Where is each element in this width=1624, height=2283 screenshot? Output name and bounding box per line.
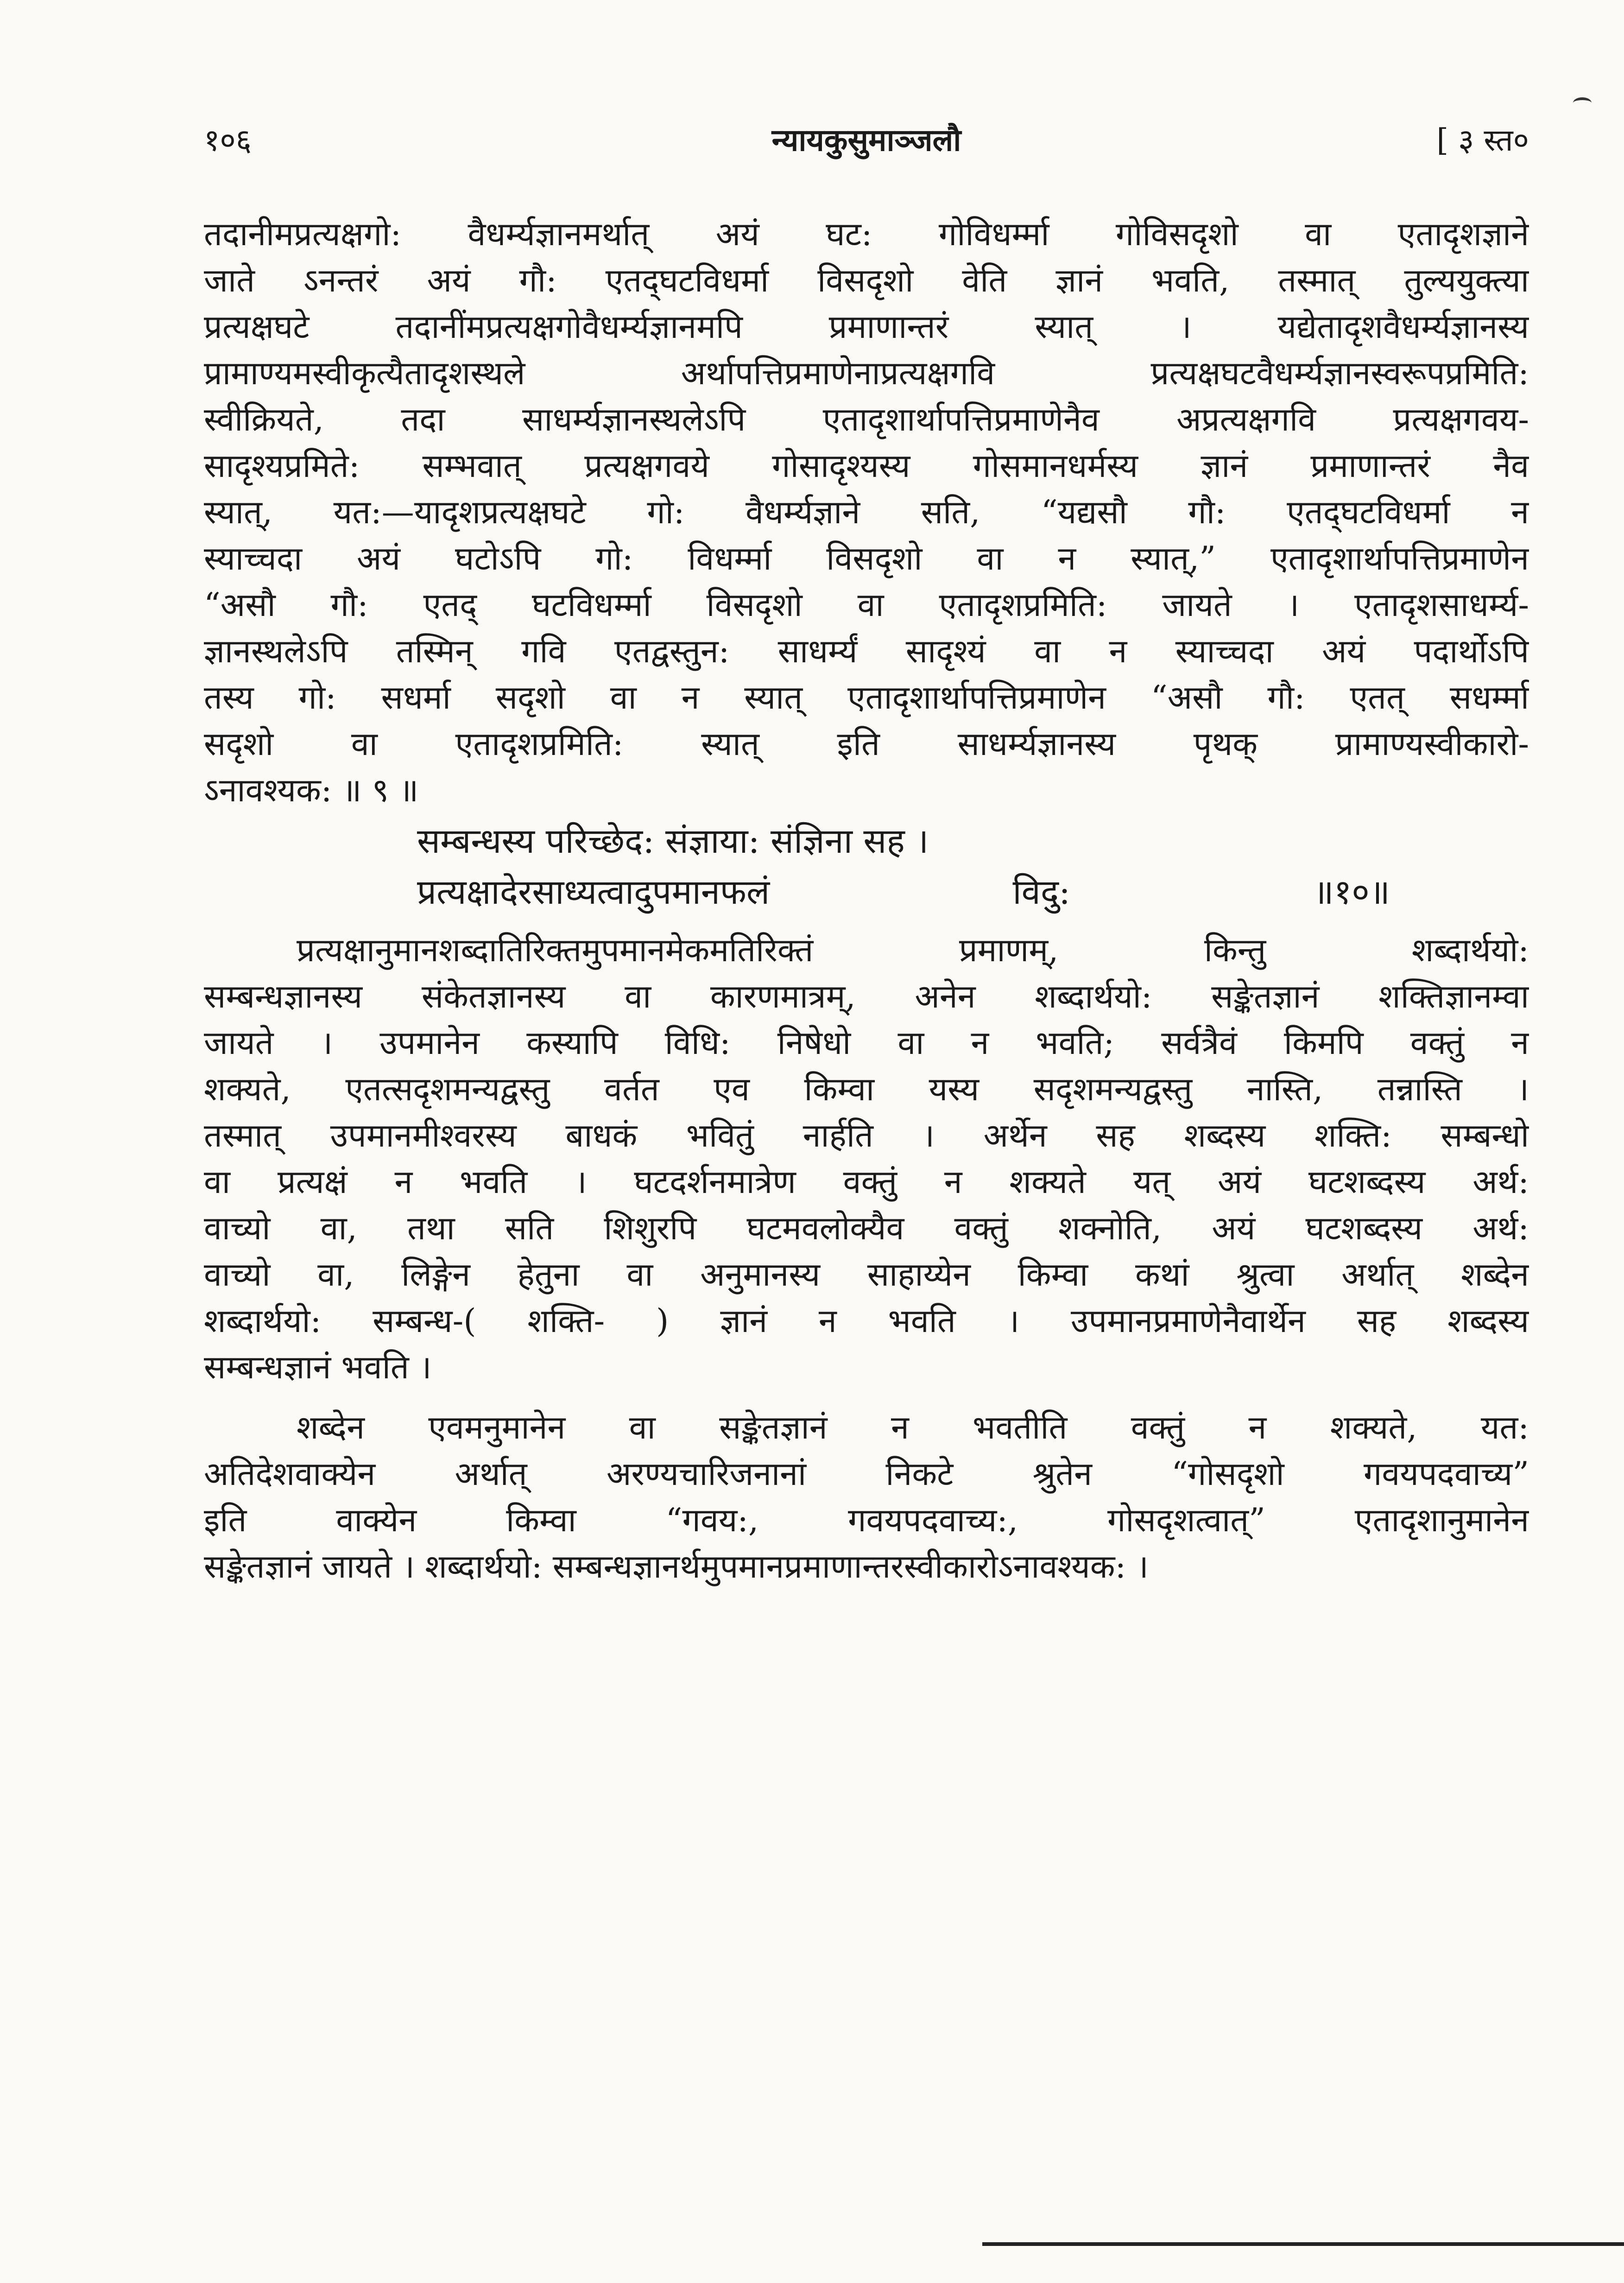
text-line: स्याच्चदा अयं घटोऽपि गो: विधर्म्मा विसदृशो वा न स्यात्,” एतादृशार्थापत्तिप्रमाणेन xyxy=(204,539,1529,577)
text-line: वा प्रत्यक्षं न भवति । घटदर्शनमात्रेण वक्तुं न शक्यते यत् अयं घटशब्दस्य अर्थ: xyxy=(204,1163,1529,1201)
text-line: अतिदेशवाक्येन अर्थात् अरण्यचारिजनानां निकटे श्रुतेन “गोसदृशो गवयपदवाच्य” xyxy=(204,1455,1529,1493)
page-corner-mark xyxy=(1573,97,1592,108)
text-line: वाच्यो वा, तथा सति शिशुरपि घटमवलोक्यैव वक्तुं शक्नोति, अयं घटशब्दस्य अर्थ: xyxy=(204,1209,1529,1247)
text-line: ज्ञानस्थलेऽपि तस्मिन् गवि एतद्वस्तुन: साधर्म्यं सादृश्यं वा न स्याच्चदा अयं पदार्थोऽपि xyxy=(204,632,1529,670)
text-line: प्रत्यक्षानुमानशब्दातिरिक्तमुपमानमेकमतिरिक्तं प्रमाणम्, किन्तु शब्दार्थयो: xyxy=(297,931,1529,969)
text-line: तस्य गो: सधर्मा सदृशो वा न स्यात् एतादृशार्थापत्तिप्रमाणेन “असौ गौ: एतत् सधर्म्मा xyxy=(204,679,1529,717)
text-line: इति वाक्येन किम्वा “गवय:, गवयपदवाच्य:, गोसदृशत्वात्” एतादृशानुमानेन xyxy=(204,1501,1529,1539)
text-line: तदानीमप्रत्यक्षगो: वैधर्म्यज्ञानमर्थात् अयं घट: गोविधर्म्मा गोविसदृशो वा एतादृशज्ञाने xyxy=(204,215,1529,253)
section-marker: [ ३ स्त० xyxy=(1436,122,1529,158)
text-line: शक्यते, एतत्सदृशमन्यद्वस्तु वर्तत एव किम्वा यस्य सदृशमन्यद्वस्तु नास्ति, तन्नास्ति । xyxy=(204,1070,1529,1108)
text-line: शब्दार्थयो: सम्बन्ध-( शक्ति- ) ज्ञानं न भवति । उपमानप्रमाणेनैवार्थेन सह शब्दस्य xyxy=(204,1302,1529,1340)
text-line: स्वीक्रियते, तदा साधर्म्यज्ञानस्थलेऽपि एतादृशार्थापत्तिप्रमाणेनैव अप्रत्यक्षगवि प्रत्यक्षगवय- xyxy=(204,400,1529,438)
text-line: वाच्यो वा, लिङ्गेन हेतुना वा अनुमानस्य साहाय्येन किम्वा कथां श्रुत्वा अर्थात् शब्देन xyxy=(204,1256,1529,1294)
text-line: सङ्केतज्ञानं जायते । शब्दार्थयो: सम्बन्धज्ञानर्थमुपमानप्रमाणान्तरस्वीकारोऽनावश्यक: । xyxy=(204,1547,1149,1585)
text-line: ऽनावश्यक: ॥ ९ ॥ xyxy=(204,771,419,809)
text-line: स्यात्, यत:—यादृशप्रत्यक्षघटे गो: वैधर्म्यज्ञाने सति, “यद्यसौ गौ: एतद्‌घटविधर्मा न xyxy=(204,493,1529,531)
page-header xyxy=(204,118,1529,169)
text-line: प्रत्यक्षघटे तदानींमप्रत्यक्षगोवैधर्म्यज्ञानमपि प्रमाणान्तरं स्यात् । यद्येतादृशवैधर्म्यज्ञानस्य xyxy=(204,308,1529,346)
bottom-edge-rule xyxy=(982,2242,1624,2246)
text-line: जायते । उपमानेन कस्यापि विधि: निषेधो वा न भवति; सर्वत्रैवं किमपि वक्तुं न xyxy=(204,1024,1529,1062)
page-number: १०६ xyxy=(204,122,252,158)
text-line: प्रामाण्यमस्वीकृत्यैतादृशस्थले अर्थापत्तिप्रमाणेनाप्रत्यक्षगवि प्रत्यक्षघटवैधर्म्यज्ञानस्वरूपप्रमिति: xyxy=(204,354,1529,392)
verse-line: प्रत्यक्षादेरसाध्यत्वादुपमानफलं विदु: ॥१०॥ xyxy=(417,872,1390,912)
text-line: शब्देन एवमनुमानेन वा सङ्केतज्ञानं न भवतीति वक्तुं न शक्यते, यत: xyxy=(297,1408,1529,1446)
verse-line: सम्बन्धस्य परिच्छेद: संज्ञाया: संज्ञिना सह । xyxy=(417,821,929,861)
running-title: न्यायकुसुमाञ्जलौ xyxy=(771,122,961,158)
text-line: सम्बन्धज्ञानस्य संकेतज्ञानस्य वा कारणमात्रम्, अनेन शब्दार्थयो: सङ्केतज्ञानं शक्तिज्ञानम्वा xyxy=(204,977,1529,1015)
text-line: सम्बन्धज्ञानं भवति । xyxy=(204,1348,432,1386)
text-line: तस्मात् उपमानमीश्वरस्य बाधकं भवितुं नार्हति । अर्थेन सह शब्दस्य शक्ति: सम्बन्धो xyxy=(204,1116,1529,1154)
text-line: सादृश्यप्रमिते: सम्भवात् प्रत्यक्षगवये गोसादृश्यस्य गोसमानधर्मस्य ज्ञानं प्रमाणान्तरं नैव xyxy=(204,447,1529,485)
text-line: सदृशो वा एतादृशप्रमिति: स्यात् इति साधर्म्यज्ञानस्य पृथक् प्रामाण्यस्वीकारो- xyxy=(204,725,1529,763)
text-line: “असौ गौ: एतद् घटविधर्म्मा विसदृशो वा एतादृशप्रमिति: जायते । एतादृशसाधर्म्य- xyxy=(204,586,1529,624)
text-line: जाते ऽनन्तरं अयं गौ: एतद्‌घटविधर्मा विसदृशो वेति ज्ञानं भवति, तस्मात् तुल्ययुक्त्या xyxy=(204,261,1529,299)
